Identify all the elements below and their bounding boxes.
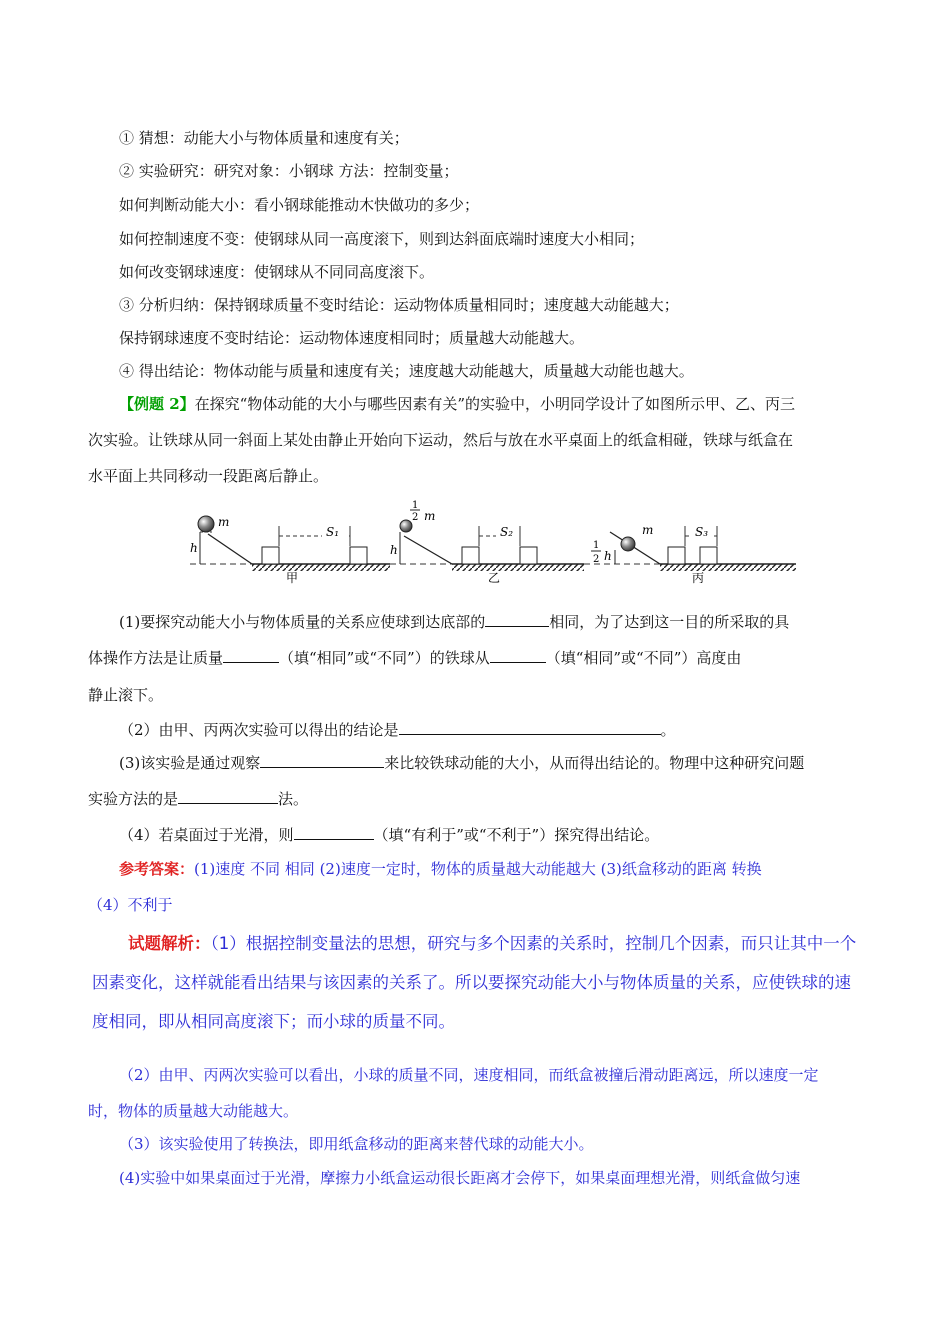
analysis-label: 试题解析： — [128, 934, 211, 953]
question-2-line — [119, 720, 676, 740]
q1-text-e: （填“相同”或“不同”）高度由 — [545, 649, 742, 667]
q4-blank[interactable] — [294, 825, 374, 840]
box-yi-start — [462, 547, 479, 564]
q1-text-a: (1)要探究动能大小与物体质量的关系应使球到达底部的 — [119, 613, 486, 631]
box-bing-end — [700, 547, 717, 564]
label-half-den-yi: 2 — [412, 512, 419, 523]
question-4-line — [119, 825, 659, 845]
analysis-line-2: 因素变化，这样就能看出结果与该因素的关系了。所以要探究动能大小与物体质量的关系，应使铁球的速 — [92, 973, 851, 992]
ground-yi — [452, 564, 584, 571]
label-m-yi: m — [424, 509, 436, 523]
ground-bing — [660, 564, 796, 571]
q3-blank-2[interactable] — [178, 789, 278, 804]
answer-line-1 — [119, 859, 762, 879]
label-s2: S₂ — [500, 525, 514, 539]
label-m-jia: m — [218, 515, 230, 529]
question-3-line-1 — [119, 753, 804, 773]
summary-line-3: 如何判断动能大小：看小钢球能推动木快做功的多少； — [119, 196, 480, 214]
label-h-jia: h — [190, 541, 198, 555]
summary-line-8: ④ 得出结论：物体动能与质量和速度有关；速度越大动能越大，质量越大动能也越大。 — [119, 362, 694, 380]
q1-blank-2[interactable] — [223, 648, 279, 663]
label-bing: 丙 — [692, 571, 705, 585]
answer-line-2: （4）不利于 — [88, 896, 173, 914]
question-1-line-3: 静止滚下。 — [88, 686, 164, 704]
q1-text-c: 体操作方法是让质量 — [88, 649, 224, 667]
experiment-figure — [190, 496, 800, 588]
analysis-p2-line-1: （2）由甲、丙两次实验可以看出，小球的质量不同，速度相同，而纸盒被撞后滑动距离远，所以速度一定 — [119, 1066, 819, 1084]
example-intro-line-2: 次实验。让铁球从同一斜面上某处由静止开始向下运动，然后与放在水平桌面上的纸盒相碰，铁球与纸盒在 — [88, 431, 794, 449]
q1-text-d: （填“相同”或“不同”）的铁球从 — [279, 649, 490, 667]
label-s1: S₁ — [326, 525, 340, 539]
q2-text-a: （2）由甲、丙两次实验可以得出的结论是 — [119, 721, 399, 739]
q1-text-b: 相同，为了达到这一目的所采取的具 — [549, 613, 790, 631]
example-intro-text: 在探究“物体动能的大小与哪些因素有关”的实验中，小明同学设计了如图所示甲、乙、丙三 — [194, 395, 796, 413]
box-yi-end — [520, 547, 537, 564]
analysis-p1-a: （1）根据控制变量法的思想，研究与多个因素的关系时，控制几个因素，而只让其中一个 — [210, 934, 857, 953]
ball-bing — [621, 537, 635, 551]
summary-line-5: 如何改变钢球速度：使钢球从不同同高度滚下。 — [119, 263, 435, 281]
label-s3: S₃ — [695, 525, 709, 539]
summary-line-4: 如何控制速度不变：使钢球从同一高度滚下，则到达斜面底端时速度大小相同； — [119, 230, 645, 248]
q1-blank-1[interactable] — [485, 612, 549, 627]
box-bing-start — [668, 547, 685, 564]
example-intro-line-3: 水平面上共同移动一段距离后静止。 — [88, 467, 329, 485]
ball-jia — [198, 516, 214, 532]
summary-line-7: 保持钢球速度不变时结论：运动物体速度相同时；质量越大动能越大。 — [119, 329, 585, 347]
q2-blank[interactable] — [399, 720, 661, 735]
analysis-p3-line: （3）该实验使用了转换法，即用纸盒移动的距离来替代球的动能大小。 — [119, 1135, 594, 1153]
label-jia: 甲 — [286, 571, 299, 585]
ball-yi — [400, 520, 412, 532]
summary-line-2: ② 实验研究：研究对象：小钢球 方法：控制变量； — [119, 162, 459, 180]
example-tag: 【例题 2】 — [119, 395, 195, 413]
summary-line-1: ① 猜想：动能大小与物体质量和速度有关； — [119, 129, 409, 147]
answer-label: 参考答案： — [119, 860, 195, 878]
q1-blank-3[interactable] — [490, 648, 546, 663]
label-yi: 乙 — [488, 571, 501, 585]
label-h-bing: h — [604, 549, 612, 563]
q3-text-a: (3)该实验是通过观察 — [119, 754, 261, 772]
q3-blank-1[interactable] — [260, 753, 384, 768]
question-1-line-1 — [119, 612, 789, 632]
label-half-num-yi: 1 — [412, 500, 419, 511]
box-jia-end — [350, 547, 367, 564]
answer-text: (1)速度 不同 相同 (2)速度一定时，物体的质量越大动能越大 (3)纸盒移动的距离 转换 — [194, 860, 762, 878]
analysis-line-1 — [128, 933, 856, 955]
q3-text-b: 来比较铁球动能的大小，从而得出结论的。物理中这种研究问题 — [384, 754, 805, 772]
q4-text-b: （填“有利于”或“不利于”）探究得出结论。 — [373, 826, 660, 844]
ground-jia — [252, 564, 390, 571]
analysis-line-3: 度相同，即从相同高度滚下；而小球的质量不同。 — [92, 1012, 455, 1031]
analysis-p4-line: (4)实验中如果桌面过于光滑，摩擦力小纸盒运动很长距离才会停下，如果桌面理想光滑，则纸盒做匀速 — [119, 1169, 801, 1187]
q4-text-a: （4）若桌面过于光滑，则 — [119, 826, 294, 844]
question-1-line-2 — [88, 648, 741, 668]
label-h-yi: h — [390, 543, 398, 557]
q3-text-c: 实验方法的是 — [88, 790, 179, 808]
label-half-num-bing: 1 — [593, 540, 600, 551]
example-intro-line-1 — [119, 394, 795, 414]
analysis-p2-line-2: 时，物体的质量越大动能越大。 — [88, 1102, 299, 1120]
label-half-den-bing: 2 — [593, 554, 600, 565]
question-3-line-2 — [88, 789, 308, 809]
q3-text-d: 法。 — [278, 790, 309, 808]
box-jia-start — [262, 547, 279, 564]
q2-text-b: 。 — [660, 721, 676, 739]
summary-line-6: ③ 分析归纳：保持钢球质量不变时结论：运动物体质量相同时；速度越大动能越大； — [119, 296, 679, 314]
label-m-bing: m — [642, 523, 654, 537]
